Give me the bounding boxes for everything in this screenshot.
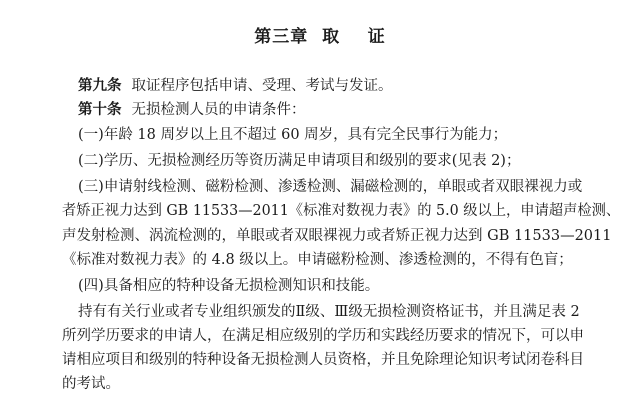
- condition-3-line-1: (三)申请射线检测、磁粉检测、渗透检测、漏磁检测的，单眼或者双眼裸视力或: [78, 179, 583, 195]
- condition-1: (一)年龄 18 周岁以上且不超过 60 周岁，具有完全民事行为能力；: [78, 127, 508, 143]
- exemption-line-3: 请相应项目和级别的特种设备无损检测人员资格，并且免除理论知识考试闭卷科目: [62, 352, 584, 368]
- article-10-label: 第十条: [78, 102, 122, 118]
- condition-3-line-3: 声发射检测、涡流检测的，单眼或者双眼裸视力或者矫正视力达到 GB 11533—2011: [62, 228, 612, 244]
- condition-3-line-2: 者矫正视力达到 GB 11533—2011《标准对数视力表》的 5.0 级以上，申请超声检测、: [62, 203, 621, 219]
- article-9-text: 取证程序包括申请、受理、考试与发证。: [131, 78, 393, 94]
- chapter-title: 第三章 取 证: [254, 27, 386, 47]
- exemption-line-1: 持有有关行业或者专业组织颁发的Ⅱ级、Ⅲ级无损检测资格证书，并且满足表 2: [78, 304, 580, 320]
- condition-3-line-4: 《标准对数视力表》的 4.8 级以上。申请磁粉检测、渗透检测的，不得有色盲；: [62, 252, 573, 268]
- article-9-label: 第九条: [78, 78, 122, 94]
- article-9: [78, 76, 393, 96]
- article-10-text: 无损检测人员的申请条件：: [131, 102, 306, 118]
- exemption-line-4: 的考试。: [62, 376, 120, 392]
- condition-2: (二)学历、无损检测经历等资历满足申请项目和级别的要求(见表 2)；: [78, 153, 521, 169]
- exemption-line-2: 所列学历要求的申请人，在满足相应级别的学历和实践经历要求的情况下，可以申: [62, 328, 584, 344]
- article-10: [78, 100, 306, 120]
- condition-4: (四)具备相应的特种设备无损检测知识和技能。: [78, 278, 380, 294]
